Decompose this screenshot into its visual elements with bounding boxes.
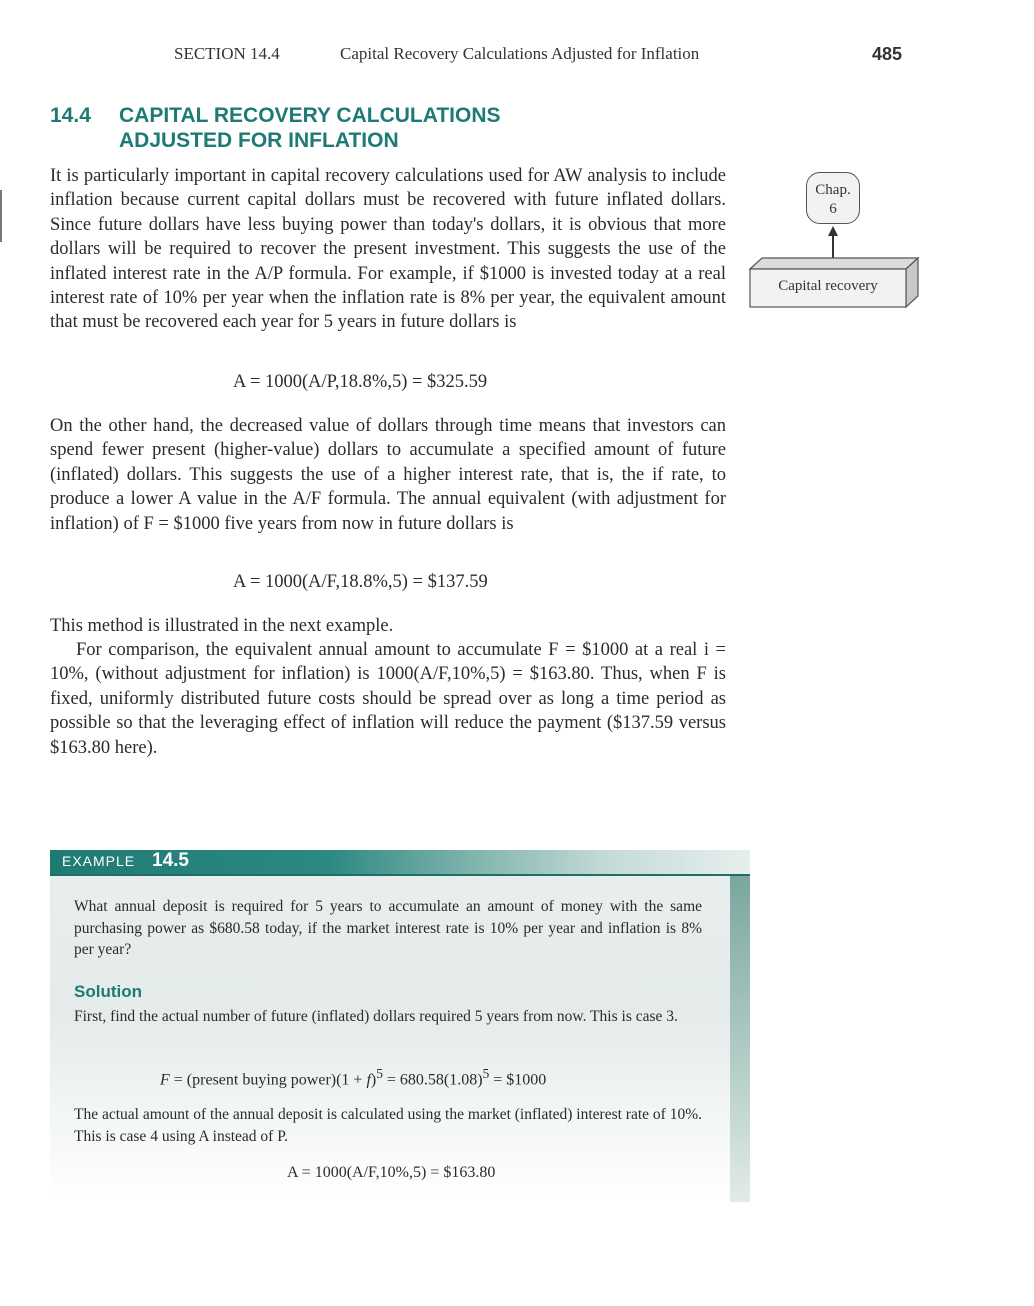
chapter-label: Chap. <box>815 182 851 198</box>
chapter-reference-box <box>806 172 860 224</box>
section-heading <box>50 103 501 153</box>
example-rule <box>50 874 750 876</box>
section-heading-line1: CAPITAL RECOVERY CALCULATIONS <box>119 104 501 127</box>
equation-2: A = 1000(A/F,18.8%,5) = $137.59 <box>233 572 488 592</box>
capital-recovery-label: Capital recovery <box>778 278 878 294</box>
example-question: What annual deposit is required for 5 years to accumulate an amount of money with the same purchasing power as $680.58 today, if the market interest rate is 10% per year and inflation is 8% per year? <box>74 898 702 958</box>
solution-paragraph-2: The actual amount of the annual deposit is calculated using the market (inflated) interest rate of 10%. This is case 4 using A instead of P. <box>74 1106 702 1145</box>
example-label: EXAMPLE <box>62 853 136 869</box>
paragraph-3: This method is illustrated in the next example. <box>50 616 394 636</box>
example-side-strip <box>730 876 750 1202</box>
page-number: 485 <box>872 44 903 64</box>
paragraph-4: For comparison, the equivalent annual amount to accumulate F = $1000 at a real i = 10%, (without adjustment for inflation) is 1000(A/F,10%,5) = $163.80. Thus, when F is fixed, uniformly distributed future costs should be spread over as long a time period as possible so that the leveraging effect of inflation will reduce the payment ($137.59 versus $163.80 here). <box>50 640 726 758</box>
paragraph-2: On the other hand, the decreased value of dollars through time means that investors can spend fewer present (higher-value) dollars to accumulate a specified amount of future (inflated) dollars. This suggests the use of a higher interest rate, that is, the if rate, to produce a lower A value in the A/F formula. The annual equivalent (with adjustment for inflation) of F = $1000 five years from now in future dollars is <box>50 416 726 534</box>
equation-1: A = 1000(A/P,18.8%,5) = $325.59 <box>233 372 488 392</box>
solution-heading: Solution <box>74 982 142 1001</box>
arrow-up-icon <box>828 226 838 236</box>
example-equation-2: A = 1000(A/F,10%,5) = $163.80 <box>287 1164 496 1181</box>
running-header-section: SECTION 14.4 <box>174 44 280 63</box>
section-number: 14.4 <box>50 104 91 127</box>
running-header-title: Capital Recovery Calculations Adjusted for Inflation <box>340 44 700 63</box>
solution-paragraph-1: First, find the actual number of future (inflated) dollars required 5 years from now. This is case 3. <box>74 1008 678 1025</box>
example-number: 14.5 <box>152 850 189 871</box>
section-heading-line2: ADJUSTED FOR INFLATION <box>119 129 399 152</box>
margin-rule <box>0 190 2 242</box>
paragraph-1: It is particularly important in capital recovery calculations used for AW analysis to include inflation because current capital dollars must be recovered with future inflated dollars. Since future dollars have less buying power than today's dollars, it is obvious that more dollars will be required to recover the present investment. This suggests the use of the inflated interest rate in the A/P formula. For example, if $1000 is invested today at a real interest rate of 10% per year when the inflation rate is 8% per year, the equivalent amount that must be recovered each year for 5 years in future dollars is <box>50 166 726 333</box>
chapter-number: 6 <box>829 201 837 217</box>
example-equation-1: F = (present buying power)(1 + $f)^5 = 680.58(1.08)^5$ = $1000 <box>160 1066 547 1089</box>
box-top-face <box>750 258 918 269</box>
capital-recovery-diagram <box>740 222 930 312</box>
